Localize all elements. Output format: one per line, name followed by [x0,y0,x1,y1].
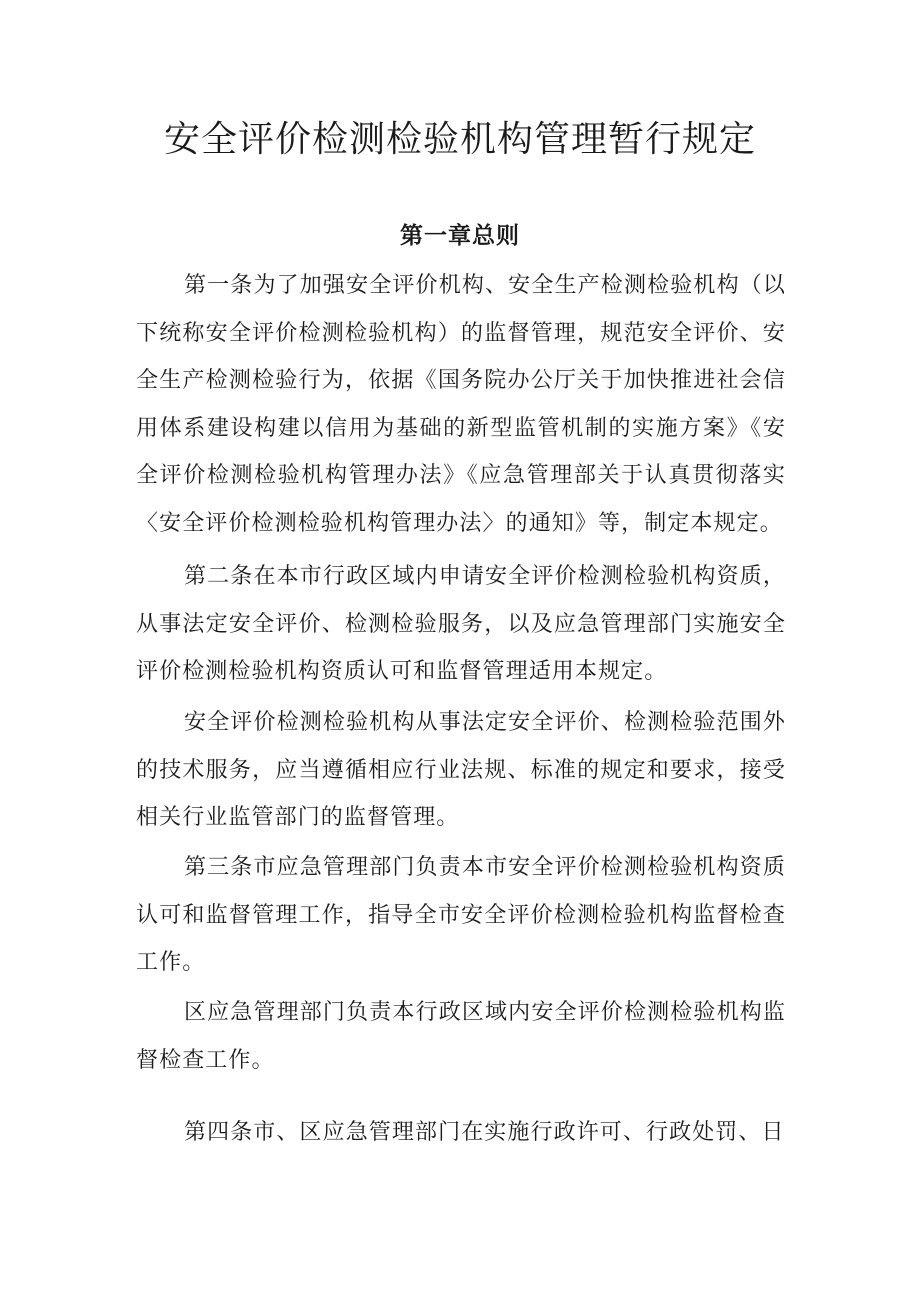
article-3-paragraph: 第三条市应急管理部门负责本市安全评价检测检验机构资质认可和监督管理工作，指导全市安全评价检测检验机构监督检查工作。 [136,855,786,976]
article-2-paragraph: 第二条在本市行政区域内申请安全评价检测检验机构资质，从事法定安全评价、检测检验服务，以及应急管理部门实施安全评价检测检验机构资质认可和监督管理适用本规定。 [136,564,786,685]
article-1-paragraph: 第一条为了加强安全评价机构、安全生产检测检验机构（以下统称安全评价检测检验机构）的监督管理，规范安全评价、安全生产检测检验行为，依据《国务院办公厅关于加快推进社会信用体系建设构建以信用为基础的新型监管机制的实施方案》《安全评价检测检验机构管理办法》《应急管理部关于认真贯彻落实〈安全评价检测检验机构管理办法〉的通知》等，制定本规定。 [136,273,786,536]
article-4-paragraph: 第四条市、区应急管理部门在实施行政许可、行政处罚、日 [184,1120,785,1145]
article-3-supplement-paragraph: 区应急管理部门负责本行政区域内安全评价检测检验机构监督检查工作。 [136,1000,786,1073]
article-2-supplement-paragraph: 安全评价检测检验机构从事法定安全评价、检测检验范围外的技术服务，应当遵循相应行业法规、标准的规定和要求，接受相关行业监管部门的监督管理。 [136,710,786,831]
chapter-heading: 第一章总则 [400,222,520,249]
document-title: 安全评价检测检验机构管理暂行规定 [163,119,756,160]
